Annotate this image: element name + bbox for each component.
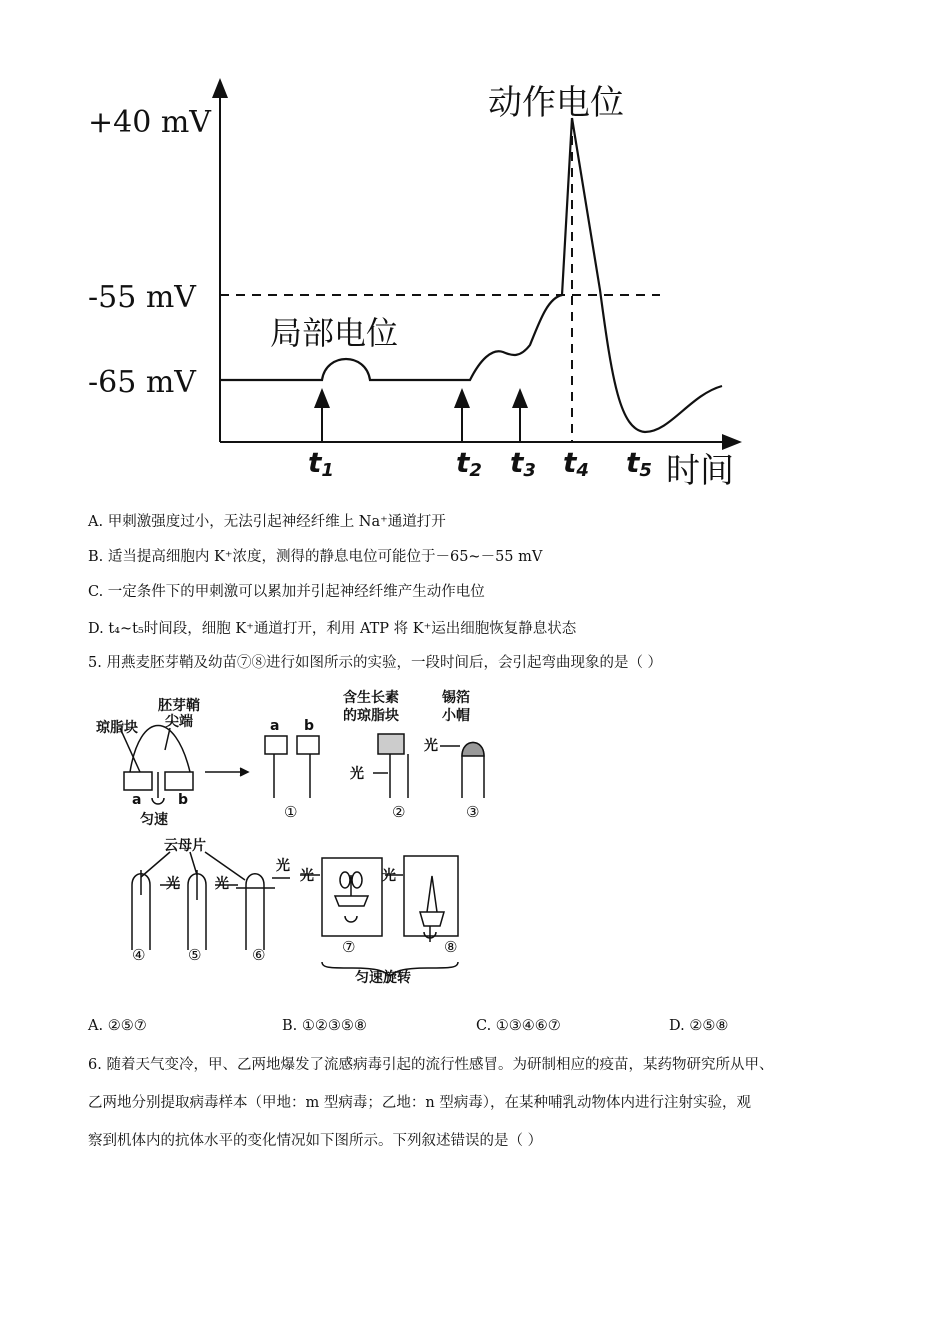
q4-option-b: B. 适当提高细胞内 K⁺浓度，测得的静息电位可能位于－65~－55 mV	[88, 549, 543, 565]
a-label-1: a	[270, 718, 280, 734]
auxin-label-1: 含生长素	[343, 690, 399, 706]
b-label-1: b	[304, 718, 315, 734]
rotate-label: 匀速旋转	[355, 970, 411, 986]
foil-label-2: 小帽	[442, 708, 470, 724]
t3-label: t3	[510, 446, 536, 481]
q6-line-1: 6. 随着天气变冷，甲、乙两地爆发了流感病毒引起的流行性感冒。为研制相应的疫苗，某药物研究所从甲、	[88, 1057, 774, 1073]
num-4: ④	[132, 946, 146, 964]
coleoptile-experiment-figure	[0, 680, 950, 1000]
q5-option-c: C. ①③④⑥⑦	[476, 1018, 561, 1034]
t2-label: t2	[456, 446, 482, 481]
stimulus-arrows	[322, 398, 520, 442]
q4-option-a: A. 甲刺激强度过小，无法引起神经纤维上 Na⁺通道打开	[88, 514, 446, 530]
q5-option-b: B. ①②③⑤⑧	[282, 1018, 367, 1034]
auxin-label-2: 的琼脂块	[343, 708, 399, 724]
light-label-6b: 光	[276, 858, 290, 874]
q4-option-d: D. t₄~t₅时间段，细胞 K⁺通道打开，利用 ATP 将 K⁺运出细胞恢复静息状态	[88, 621, 577, 637]
uniform-label: 匀速	[140, 812, 168, 828]
num-8: ⑧	[444, 938, 458, 956]
y-label-65: -65 mV	[88, 365, 196, 400]
local-potential-label: 局部电位	[270, 314, 399, 352]
action-potential-label: 动作电位	[488, 83, 624, 123]
num-2: ②	[392, 803, 406, 821]
q5-option-a: A. ②⑤⑦	[88, 1018, 147, 1034]
y-label-55: -55 mV	[88, 280, 196, 315]
q5-option-d: D. ②⑤⑧	[669, 1018, 729, 1034]
b-label: b	[178, 792, 189, 808]
foil-label-1: 锡箔	[442, 690, 470, 706]
q5-stem: 5. 用燕麦胚芽鞘及幼苗⑦⑧进行如图所示的实验，一段时间后，会引起弯曲现象的是（ ）	[88, 655, 663, 671]
num-5: ⑤	[188, 946, 202, 964]
agar-label: 琼脂块	[96, 720, 138, 736]
q6-line-2: 乙两地分别提取病毒样本（甲地：m 型病毒；乙地：n 型病毒），在某种哺乳动物体内进行注射实验，观	[88, 1095, 752, 1111]
a-label: a	[132, 792, 142, 808]
y-label-40: +40 mV	[88, 105, 211, 140]
tip-label-2: 尖端	[165, 714, 193, 730]
num-1: ①	[284, 803, 298, 821]
membrane-potential-figure	[0, 0, 950, 500]
t4-label: t4	[563, 446, 589, 481]
t1-label: t1	[308, 446, 334, 481]
time-label: 时间	[666, 451, 734, 491]
q4-option-c: C. 一定条件下的甲刺激可以累加并引起神经纤维产生动作电位	[88, 584, 485, 600]
num-3: ③	[466, 803, 480, 821]
light-label-8: 光	[382, 868, 396, 884]
light-label-2: 光	[350, 766, 364, 782]
num-6: ⑥	[252, 946, 266, 964]
t5-label: t5	[626, 446, 652, 481]
mica-label: 云母片	[164, 838, 206, 854]
q6-line-3: 察到机体内的抗体水平的变化情况如下图所示。下列叙述错误的是（ ）	[88, 1133, 543, 1149]
light-label-6: 光	[215, 876, 229, 892]
light-label-7: 光	[300, 868, 314, 884]
light-label-3: 光	[424, 738, 438, 754]
num-7: ⑦	[342, 938, 356, 956]
tip-label-1: 胚芽鞘	[158, 698, 200, 714]
light-label-5: 光	[166, 876, 180, 892]
potential-curve	[220, 118, 722, 432]
